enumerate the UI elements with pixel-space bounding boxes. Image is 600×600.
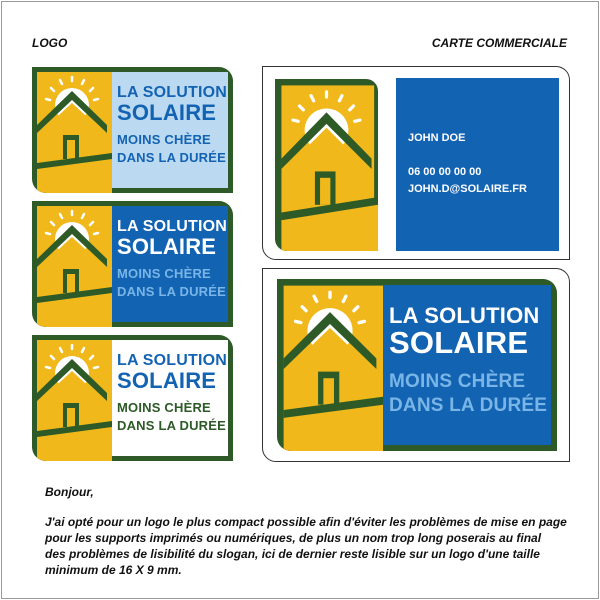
slogan-panel xyxy=(112,340,228,456)
slogan-panel xyxy=(383,285,551,445)
contact-panel xyxy=(396,78,559,251)
business-card-front xyxy=(262,268,570,462)
slogan-panel xyxy=(112,206,228,322)
slogan-line-1: MOINS CHÈRE xyxy=(389,371,526,392)
slogan-line-2: DANS LA DURÉE xyxy=(117,150,227,165)
logo-section-title: LOGO xyxy=(32,36,68,50)
brand-line-1: LA SOLUTION xyxy=(117,218,228,235)
business-card-section-title: CARTE COMMERCIALE xyxy=(431,36,567,50)
logo-large xyxy=(277,279,557,451)
logo-variant-light xyxy=(32,67,233,193)
brand-line-1: LA SOLUTION xyxy=(117,84,228,101)
brand-line-2: SOLAIRE xyxy=(389,325,529,360)
slogan-line-1: MOINS CHÈRE xyxy=(117,266,211,281)
logo-variant-white xyxy=(32,335,233,461)
logo-variant-blue xyxy=(32,201,233,327)
contact-name: JOHN DOE xyxy=(408,132,466,144)
slogan-panel xyxy=(112,72,228,188)
house-sun-icon xyxy=(275,79,378,251)
house-sun-icon xyxy=(277,279,383,451)
brand-line-2: SOLAIRE xyxy=(117,100,217,125)
slogan-line-2: DANS LA DURÉE xyxy=(389,395,548,416)
contact-phone: 06 00 00 00 00 xyxy=(408,166,482,178)
message-line-3: des problèmes de lisibilité du slogan, ici de dernier reste lisible sur un logo d'une taille xyxy=(45,547,540,561)
message-line-2: pour les supports imprimés ou numériques, de plus un nom trop long poserais au final xyxy=(45,531,542,545)
house-sun-icon xyxy=(32,67,112,193)
business-card-back xyxy=(262,66,570,260)
brand-line-1: LA SOLUTION xyxy=(117,352,228,369)
message-greeting: Bonjour, xyxy=(45,485,94,499)
brand-line-2: SOLAIRE xyxy=(117,234,217,259)
slogan-line-2: DANS LA DURÉE xyxy=(117,418,227,433)
slogan-line-1: MOINS CHÈRE xyxy=(117,400,211,415)
contact-email: JOHN.D@SOLAIRE.FR xyxy=(408,183,527,195)
brand-line-2: SOLAIRE xyxy=(117,368,217,393)
slogan-line-2: DANS LA DURÉE xyxy=(117,284,227,299)
card-icon-block xyxy=(275,79,378,251)
house-sun-icon xyxy=(32,201,112,327)
message-line-1: J'ai opté pour un logo le plus compact possible afin d'éviter les problèmes de mise en page xyxy=(45,515,567,529)
brand-line-1: LA SOLUTION xyxy=(389,303,540,328)
slogan-line-1: MOINS CHÈRE xyxy=(117,132,211,147)
house-sun-icon xyxy=(32,335,112,461)
message-line-4: minimum de 16 X 9 mm. xyxy=(45,563,182,577)
